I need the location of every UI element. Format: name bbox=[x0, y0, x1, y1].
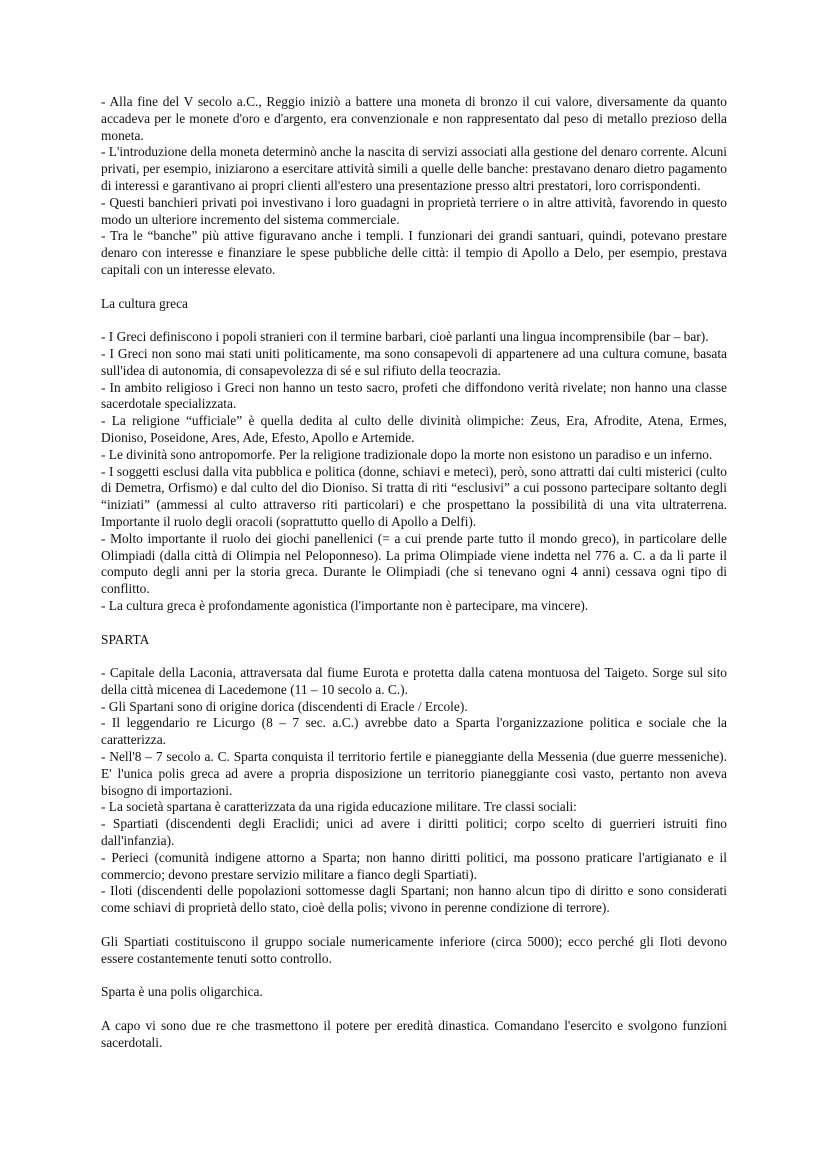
paragraph-money-services: - L'introduzione della moneta determinò anche la nascita di servizi associati alla gestione del denaro corrente. Alcuni privati, per esempio, iniziarono a esercitare attività simili a quelle delle banche: prestavano denaro dietro pagamento di interessi e garantivano ai propri clienti all'estero una presentazione presso altri prestatori, loro corrispondenti. bbox=[101, 144, 727, 193]
paragraph-mystery-cults: - I soggetti esclusi dalla vita pubblica e politica (donne, schiavi e meteci), però, sono attratti dai culti misterici (culto di Demetra, Orfismo) e dal culto del dio Dioniso. Si tratta di riti “esclusivi” a cui possono partecipare soltanto degli “iniziati” (ammessi al culto attraverso riti particolari) e che prospettano la possibilità di una vita ultraterrena. Importante il ruolo degli oracoli (soprattutto quello di Apollo a Delfi). bbox=[101, 463, 727, 529]
spacer bbox=[101, 615, 727, 632]
paragraph-panhellenic-games: - Molto importante il ruolo dei giochi panellenici (= a cui prende parte tutto il mondo greco), in particolare delle Olimpiadi (dalla città di Olimpia nel Peloponneso). La prima Olimpiade viene indetta nel 776 a. C. a da lì parte il computo degli anni per la storia greca. Durante le Olimpiadi (che si tenevano ogni 4 anni) cessava ogni tipo di conflitto. bbox=[101, 530, 727, 597]
spacer bbox=[101, 312, 727, 329]
paragraph-spartiates-minority: Gli Spartiati costituiscono il gruppo sociale numericamente inferiore (circa 5000); ecco perché gli Iloti devono essere costantemente tenuti sotto controllo. bbox=[101, 933, 727, 966]
paragraph-two-kings: A capo vi sono due re che trasmettono il potere per eredità dinastica. Comandano l'esercito e svolgono funzioni sacerdotali. bbox=[101, 1017, 727, 1050]
section-heading-sparta: SPARTA bbox=[101, 631, 150, 647]
paragraph-laconia: - Capitale della Laconia, attraversata dal fiume Eurota e protetta dalla catena montuosa del Taigeto. Sorge sul sito della città micenea di Lacedemone (11 – 10 secolo a. C.). bbox=[101, 665, 727, 697]
paragraph-agonistic: - La cultura greca è profondamente agonistica (l'importante non è partecipare, ma vincere). bbox=[101, 597, 589, 613]
spacer bbox=[101, 1001, 727, 1018]
paragraph-olympic-gods: - La religione “ufficiale” è quella dedita al culto delle divinità olimpiche: Zeus, Era, Afrodite, Atena, Ermes, Dioniso, Poseidone, Ares, Ade, Efesto, Apollo e Artemide. bbox=[101, 413, 727, 445]
spacer bbox=[101, 279, 727, 296]
spacer bbox=[101, 648, 727, 665]
paragraph-temple-banks: - Tra le “banche” più attive figuravano anche i templi. I funzionari dei grandi santuari, quindi, potevano prestare denaro con interesse e finanziare le spese pubbliche delle città: il tempio di Apollo a Delo, per esempio, prestava capitali con un interesse elevato. bbox=[101, 228, 727, 277]
paragraph-lycurgus: - Il leggendario re Licurgo (8 – 7 sec. a.C.) avrebbe dato a Sparta l'organizzazione politica e sociale che la caratterizza. bbox=[101, 715, 727, 748]
paragraph-spartiates: - Spartiati (discendenti degli Eraclidi; unici ad avere i diritti politici; corpo scelto di guerrieri istruiti fino dall'infanzia). bbox=[101, 816, 727, 849]
paragraph-reggio-coin: - Alla fine del V secolo a.C., Reggio iniziò a battere una moneta di bronzo il cui valore, diversamente da quanto accadeva per le monete d'oro e d'argento, era convenzionale e non rappresentato dal peso di metallo prezioso della moneta. bbox=[101, 94, 727, 143]
section-heading-greek-culture: La cultura greca bbox=[101, 295, 188, 311]
paragraph-perioeci: - Perieci (comunità indigene attorno a Sparta; non hanno diritti politici, ma possono praticare l'artigianato e il commercio; devono prestare servizio militare a fianco degli Spartiati). bbox=[101, 849, 727, 882]
spacer bbox=[101, 917, 727, 934]
paragraph-helots: - Iloti (discendenti delle popolazioni sottomesse dagli Spartani; non hanno alcun tipo di diritto e sono considerati come schiavi di proprietà dello stato, cioè della polis; vivono in perenne condizione di terrore). bbox=[101, 883, 727, 916]
paragraph-dorian-origin: - Gli Spartani sono di origine dorica (discendenti di Eracle / Ercole). bbox=[101, 698, 468, 714]
paragraph-anthropomorphic: - Le divinità sono antropomorfe. Per la religione tradizionale dopo la morte non esistono un paradiso e un inferno. bbox=[101, 446, 713, 462]
document-page bbox=[101, 94, 727, 1051]
paragraph-common-culture: - I Greci non sono mai stati uniti politicamente, ma sono consapevoli di appartenere ad una cultura comune, basata sull'idea di autonomia, di consapevolezza di sé e sul rifiuto della teocrazia. bbox=[101, 345, 727, 378]
spacer bbox=[101, 967, 727, 984]
paragraph-messenia: - Nell'8 – 7 secolo a. C. Sparta conquista il territorio fertile e pianeggiante della Messenia (due guerre messeniche). E' l'unica polis greca ad avere a propria disposizione un territorio pianeggiante così vasto, pertanto non aveva bisogno di importazioni. bbox=[101, 749, 727, 798]
paragraph-private-bankers: - Questi banchieri privati poi investivano i loro guadagni in proprietà terriere o in altre attività, favorendo in questo modo un ulteriore incremento del sistema commerciale. bbox=[101, 194, 727, 227]
paragraph-military-education: - La società spartana è caratterizzata da una rigida educazione militare. Tre classi sociali: bbox=[101, 799, 577, 815]
paragraph-religion: - In ambito religioso i Greci non hanno un testo sacro, profeti che diffondono verità rivelate; non hanno una classe sacerdotale specializzata. bbox=[101, 379, 727, 412]
paragraph-barbarians: - I Greci definiscono i popoli stranieri con il termine barbari, cioè parlanti una lingua incomprensibile (bar – bar). bbox=[101, 329, 709, 345]
paragraph-oligarchy: Sparta è una polis oligarchica. bbox=[101, 984, 263, 1000]
